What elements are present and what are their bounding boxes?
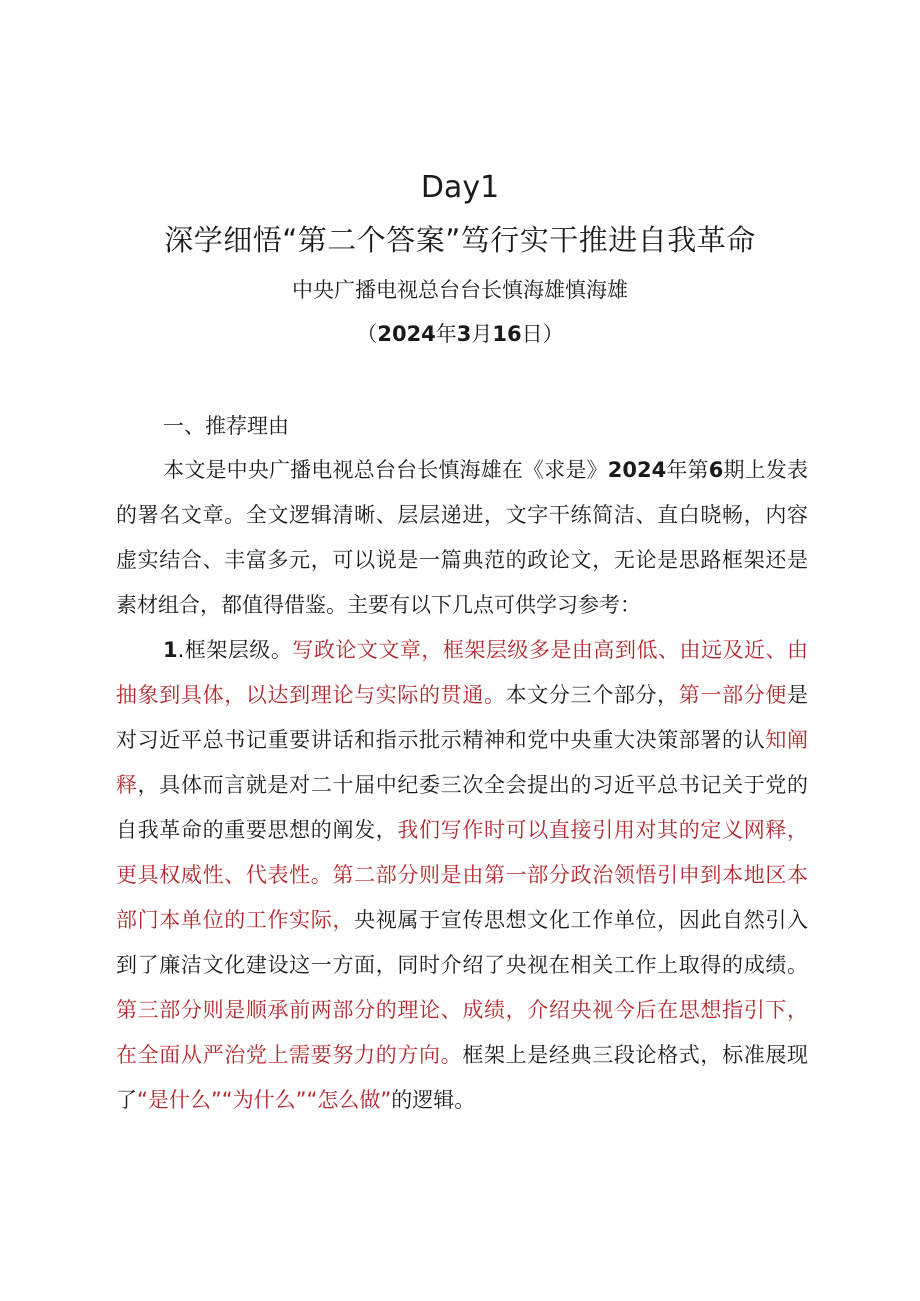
highlight-text: 我们写作时可以直接引用对其的定义网释，更具权威性、代表性。第二部分则是由第一部分政治领悟引申到本地区本部门本单位的工作实际， bbox=[116, 818, 809, 932]
intro-text-3: 期上发表的署名文章。全文逻辑清晰、层层递进，文字干练简洁、直白晓畅，内容虚实结合、丰富多元，可以说是一篇典范的政论文，无论是思路框架还是素材组合，都值得借鉴。主要有以下几点可供学习参考： bbox=[116, 458, 809, 617]
body-text: 央视属于宣传思想文化工作单位，因此自然引入到了廉洁文化建设这一方面，同时介绍了央视在相关工作上取得的成绩。 bbox=[116, 908, 809, 977]
highlight-text: “是什么”“为什么”“怎么做” bbox=[137, 1088, 392, 1112]
body-text: 是对习近平总书记重要讲话和指示批示精神和党中央重大决策部署的认 bbox=[116, 683, 809, 752]
body-text: 本文分三个部分， bbox=[505, 683, 679, 707]
date-year: 2024 bbox=[377, 322, 436, 346]
date-close: 日） bbox=[521, 322, 564, 346]
item-label: .框架层级。 bbox=[177, 638, 293, 662]
paragraph-intro bbox=[116, 448, 808, 628]
body-text: ，具体而言就是对二十届中纪委三次全会提出的习近平总书记关于党的自我革命的重要思想的阐发， bbox=[116, 773, 809, 842]
intro-issue: 6 bbox=[708, 458, 724, 482]
body-text: 的逻辑。 bbox=[391, 1088, 476, 1112]
item-number: 1 bbox=[163, 638, 178, 662]
paragraph-framework bbox=[116, 628, 808, 1123]
day-label: Day1 bbox=[420, 170, 500, 205]
date-line bbox=[0, 318, 920, 350]
date-year-char: 年 bbox=[435, 322, 457, 346]
highlight-text: 第三部分则是顺承前两部分的理论、成绩，介绍央视今后在思想指引下，在全面从严治党上需要努力的方向。 bbox=[116, 998, 808, 1067]
intro-year: 2024 bbox=[607, 458, 667, 482]
document-title: 深学细悟“第二个答案”笃行实干推进自我革命 bbox=[164, 223, 756, 257]
highlight-text: 知阐释 bbox=[116, 728, 809, 797]
intro-text-1: 本文是中央广播电视总台台长慎海雄在《求是》 bbox=[163, 458, 608, 482]
intro-text-2: 年第 bbox=[666, 458, 709, 482]
highlight-text: 写政论文文章，框架层级多是由高到低、由远及近、由抽象到具体，以达到理论与实际的贯通。 bbox=[116, 638, 808, 707]
body-text: 框架上是经典三段论格式，标准展现了 bbox=[116, 1043, 809, 1112]
date-month-char: 月 bbox=[471, 322, 493, 346]
section-heading: 一、推荐理由 bbox=[163, 414, 289, 438]
highlight-text: 第一部分便 bbox=[678, 683, 788, 707]
date-month: 3 bbox=[456, 322, 472, 346]
date-open: （ bbox=[356, 322, 378, 346]
date-day: 16 bbox=[492, 322, 522, 346]
author-line: 中央广播电视总台台长慎海雄慎海雄 bbox=[292, 278, 628, 302]
